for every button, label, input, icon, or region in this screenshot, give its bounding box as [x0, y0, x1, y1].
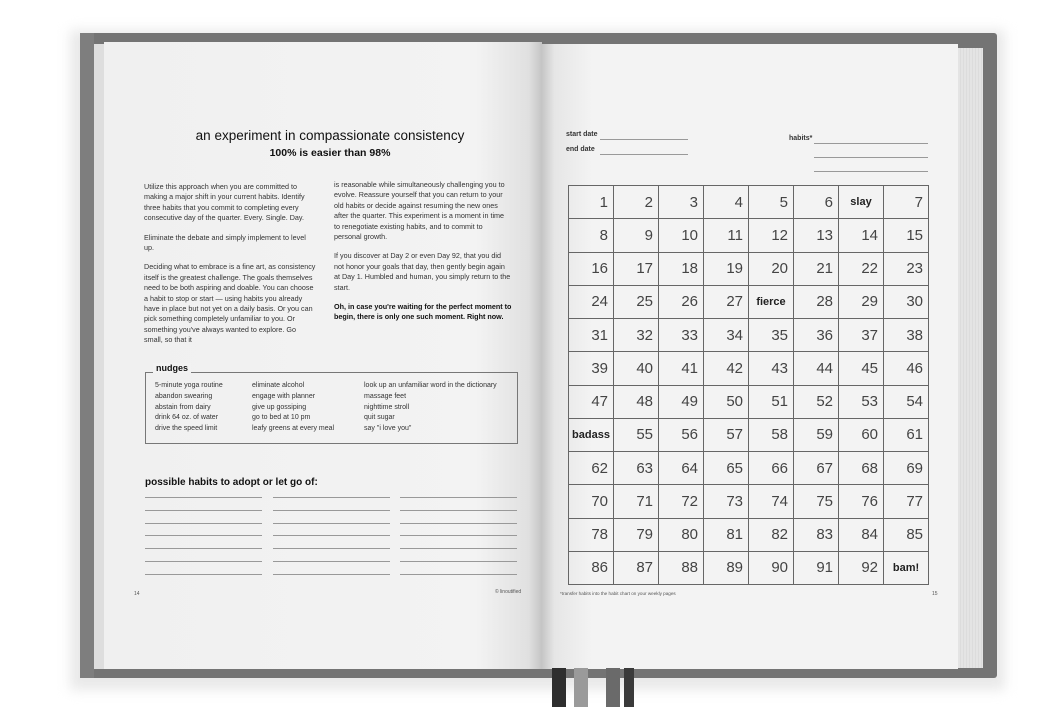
- day-cell[interactable]: 51: [749, 386, 794, 419]
- day-cell[interactable]: 32: [614, 319, 659, 352]
- day-cell[interactable]: 33: [659, 319, 704, 352]
- day-cell[interactable]: 70: [569, 485, 614, 518]
- day-cell[interactable]: 10: [659, 219, 704, 252]
- day-cell[interactable]: 43: [749, 352, 794, 385]
- habit-grid: [568, 185, 929, 585]
- day-cell[interactable]: 92: [839, 552, 884, 585]
- day-cell[interactable]: 78: [569, 519, 614, 552]
- habit-line[interactable]: [814, 171, 928, 172]
- cover-edge: [80, 33, 94, 678]
- day-cell[interactable]: 26: [659, 286, 704, 319]
- day-cell[interactable]: 59: [794, 419, 839, 452]
- nudge-item: 5-minute yoga routine: [155, 382, 223, 389]
- day-cell[interactable]: 2: [614, 186, 659, 219]
- day-cell[interactable]: 12: [749, 219, 794, 252]
- day-cell[interactable]: 25: [614, 286, 659, 319]
- end-date-line[interactable]: [600, 154, 688, 155]
- day-cell[interactable]: 85: [884, 519, 929, 552]
- day-cell[interactable]: 64: [659, 452, 704, 485]
- nudge-item: say "i love you": [364, 425, 412, 433]
- day-cell[interactable]: 35: [749, 319, 794, 352]
- day-cell[interactable]: 11: [704, 219, 749, 252]
- paragraph: Deciding what to embrace is a fine art, as consistency itself is the greatest challenge. The goals themselves need to be both aspiring and doable. You can choose a habit to stop or start — using habits you already have in place but not yet on a daily basis. Or you can pick something completely unfamiliar to you. Or something you've always wanted to explore. Go small, so that it: [144, 262, 316, 345]
- footnote: *transfer habits into the habit chart on your weekly pages: [560, 591, 676, 596]
- day-cell[interactable]: 23: [884, 253, 929, 286]
- day-cell[interactable]: 57: [704, 419, 749, 452]
- writing-line[interactable]: [273, 535, 390, 536]
- writing-line[interactable]: [400, 497, 517, 498]
- start-date-line[interactable]: [600, 139, 688, 140]
- day-cell[interactable]: 7: [884, 186, 929, 219]
- day-cell[interactable]: 6: [794, 186, 839, 219]
- day-cell[interactable]: 36: [794, 319, 839, 352]
- nudge-item: engage with planner: [252, 392, 316, 400]
- day-cell[interactable]: 82: [749, 519, 794, 552]
- writing-line[interactable]: [400, 574, 517, 575]
- day-cell[interactable]: 90: [749, 552, 794, 585]
- day-cell[interactable]: 45: [839, 352, 884, 385]
- day-cell[interactable]: 14: [839, 219, 884, 252]
- day-cell[interactable]: 91: [794, 552, 839, 585]
- writing-line[interactable]: [145, 535, 262, 536]
- paragraph: Eliminate the debate and simply implement to level up.: [144, 232, 306, 253]
- day-cell[interactable]: 52: [794, 386, 839, 419]
- nudge-item: drive the speed limit: [155, 425, 218, 433]
- day-cell[interactable]: 58: [749, 419, 794, 452]
- day-cell[interactable]: 30: [884, 286, 929, 319]
- day-cell[interactable]: 65: [704, 452, 749, 485]
- writing-line[interactable]: [273, 561, 390, 562]
- writing-line[interactable]: [400, 561, 517, 562]
- nudge-item: eliminate alcohol: [252, 382, 305, 389]
- nudges-column-1: [155, 381, 223, 435]
- day-cell[interactable]: 49: [659, 386, 704, 419]
- day-cell[interactable]: 1: [569, 186, 614, 219]
- writing-line[interactable]: [400, 510, 517, 511]
- day-cell[interactable]: 27: [704, 286, 749, 319]
- day-cell[interactable]: 75: [794, 485, 839, 518]
- writing-line[interactable]: [400, 523, 517, 524]
- page-stack-right: [955, 48, 983, 668]
- day-cell[interactable]: 84: [839, 519, 884, 552]
- end-date-label: end date: [566, 146, 595, 153]
- writing-line[interactable]: [273, 497, 390, 498]
- day-cell[interactable]: 21: [794, 253, 839, 286]
- day-cell[interactable]: 17: [614, 253, 659, 286]
- day-cell[interactable]: 22: [839, 253, 884, 286]
- ribbon-bookmark: [606, 668, 620, 707]
- day-cell[interactable]: 42: [704, 352, 749, 385]
- day-cell[interactable]: 9: [614, 219, 659, 252]
- day-cell[interactable]: 72: [659, 485, 704, 518]
- nudge-item: give up gossiping: [252, 403, 307, 411]
- nudge-item: quit sugar: [364, 414, 395, 422]
- milestone-cell[interactable]: badass: [569, 419, 614, 452]
- day-cell[interactable]: 79: [614, 519, 659, 552]
- day-cell[interactable]: 83: [794, 519, 839, 552]
- day-cell[interactable]: 80: [659, 519, 704, 552]
- day-cell[interactable]: 34: [704, 319, 749, 352]
- nudge-item: go to bed at 10 pm: [252, 414, 311, 422]
- day-cell[interactable]: 54: [884, 386, 929, 419]
- day-cell[interactable]: 87: [614, 552, 659, 585]
- writing-line[interactable]: [273, 574, 390, 575]
- ribbon-bookmark: [552, 668, 566, 707]
- paragraph: is reasonable while simultaneously challenging you to evolve. Reassure yourself that you can return to your old habits or decide against resuming the new ones after the quarter. This experiment is a moment in time to renegotiate existing habits, and to commit to personal growth.: [334, 180, 505, 242]
- day-cell[interactable]: 50: [704, 386, 749, 419]
- nudge-item: drink 64 oz. of water: [155, 414, 219, 422]
- day-cell[interactable]: 39: [569, 352, 614, 385]
- page-subtitle: 100% is easier than 98%: [269, 147, 391, 159]
- writing-line[interactable]: [145, 548, 262, 549]
- possible-habits-heading: possible habits to adopt or let go of:: [145, 477, 318, 488]
- day-cell[interactable]: 89: [704, 552, 749, 585]
- nudge-item: leafy greens at every meal: [252, 425, 335, 433]
- day-cell[interactable]: 15: [884, 219, 929, 252]
- day-cell[interactable]: 81: [704, 519, 749, 552]
- habit-line[interactable]: [814, 143, 928, 144]
- writing-line[interactable]: [273, 510, 390, 511]
- paragraph-bold: Oh, in case you're waiting for the perfect moment to begin, there is only one such moment. Right now.: [334, 302, 512, 322]
- day-cell[interactable]: 74: [749, 485, 794, 518]
- writing-line[interactable]: [273, 523, 390, 524]
- day-cell[interactable]: 69: [884, 452, 929, 485]
- paragraph: If you discover at Day 2 or even Day 92, that you did not honor your goals that day, then gently begin again at Day 1. Humbled and human, you simply return to the start.: [334, 251, 511, 292]
- milestone-cell[interactable]: fierce: [749, 286, 794, 319]
- day-cell[interactable]: 16: [569, 253, 614, 286]
- nudges-label: nudges: [153, 363, 191, 373]
- day-cell[interactable]: 47: [569, 386, 614, 419]
- day-cell[interactable]: 53: [839, 386, 884, 419]
- page-number: 14: [134, 591, 140, 597]
- day-cell[interactable]: 48: [614, 386, 659, 419]
- day-cell[interactable]: 24: [569, 286, 614, 319]
- body-column-1: [144, 182, 316, 355]
- day-cell[interactable]: 86: [569, 552, 614, 585]
- day-cell[interactable]: 67: [794, 452, 839, 485]
- day-cell[interactable]: 62: [569, 452, 614, 485]
- paragraph: Utilize this approach when you are committed to making a major shift in your current habits. Identify three habits that you commit to completing every consecutive day of the quarter. Every. Single. Day.: [144, 182, 305, 223]
- nudge-item: look up an unfamiliar word in the dictionary: [364, 382, 497, 389]
- habit-line[interactable]: [814, 157, 928, 158]
- start-date-label: start date: [566, 131, 598, 138]
- body-column-2: [334, 180, 512, 332]
- milestone-cell[interactable]: slay: [839, 186, 884, 219]
- milestone-cell[interactable]: bam!: [884, 552, 929, 585]
- day-cell[interactable]: 88: [659, 552, 704, 585]
- day-cell[interactable]: 76: [839, 485, 884, 518]
- day-cell[interactable]: 38: [884, 319, 929, 352]
- day-cell[interactable]: 5: [749, 186, 794, 219]
- day-cell[interactable]: 8: [569, 219, 614, 252]
- nudge-item: abandon swearing: [155, 392, 213, 400]
- day-cell[interactable]: 63: [614, 452, 659, 485]
- day-cell[interactable]: 68: [839, 452, 884, 485]
- day-cell[interactable]: 19: [704, 253, 749, 286]
- day-cell[interactable]: 77: [884, 485, 929, 518]
- day-cell[interactable]: 56: [659, 419, 704, 452]
- day-cell[interactable]: 31: [569, 319, 614, 352]
- day-cell[interactable]: 3: [659, 186, 704, 219]
- writing-line[interactable]: [145, 523, 262, 524]
- page-number: 15: [932, 591, 938, 597]
- ribbon-bookmark: [624, 668, 634, 707]
- writing-line[interactable]: [145, 574, 262, 575]
- nudge-item: abstain from dairy: [155, 403, 211, 411]
- day-cell[interactable]: 71: [614, 485, 659, 518]
- habits-label: habits*: [789, 135, 813, 142]
- nudges-column-2: [252, 381, 334, 435]
- writing-line[interactable]: [400, 535, 517, 536]
- copyright: © linoutified: [495, 589, 522, 595]
- day-cell[interactable]: 66: [749, 452, 794, 485]
- day-cell[interactable]: 37: [839, 319, 884, 352]
- day-cell[interactable]: 55: [614, 419, 659, 452]
- nudge-item: nighttime stroll: [364, 403, 410, 411]
- day-cell[interactable]: 61: [884, 419, 929, 452]
- day-cell[interactable]: 60: [839, 419, 884, 452]
- day-cell[interactable]: 44: [794, 352, 839, 385]
- nudge-item: massage feet: [364, 392, 407, 400]
- day-cell[interactable]: 28: [794, 286, 839, 319]
- day-cell[interactable]: 29: [839, 286, 884, 319]
- day-cell[interactable]: 4: [704, 186, 749, 219]
- writing-line[interactable]: [145, 497, 262, 498]
- ribbon-bookmark: [574, 668, 588, 707]
- writing-line[interactable]: [145, 561, 262, 562]
- day-cell[interactable]: 13: [794, 219, 839, 252]
- day-cell[interactable]: 46: [884, 352, 929, 385]
- day-cell[interactable]: 20: [749, 253, 794, 286]
- day-cell[interactable]: 41: [659, 352, 704, 385]
- day-cell[interactable]: 18: [659, 253, 704, 286]
- writing-line[interactable]: [400, 548, 517, 549]
- day-cell[interactable]: 73: [704, 485, 749, 518]
- nudges-column-3: [364, 381, 497, 435]
- writing-line[interactable]: [273, 548, 390, 549]
- page-title: an experiment in compassionate consistency: [195, 128, 465, 143]
- day-cell[interactable]: 40: [614, 352, 659, 385]
- writing-line[interactable]: [145, 510, 262, 511]
